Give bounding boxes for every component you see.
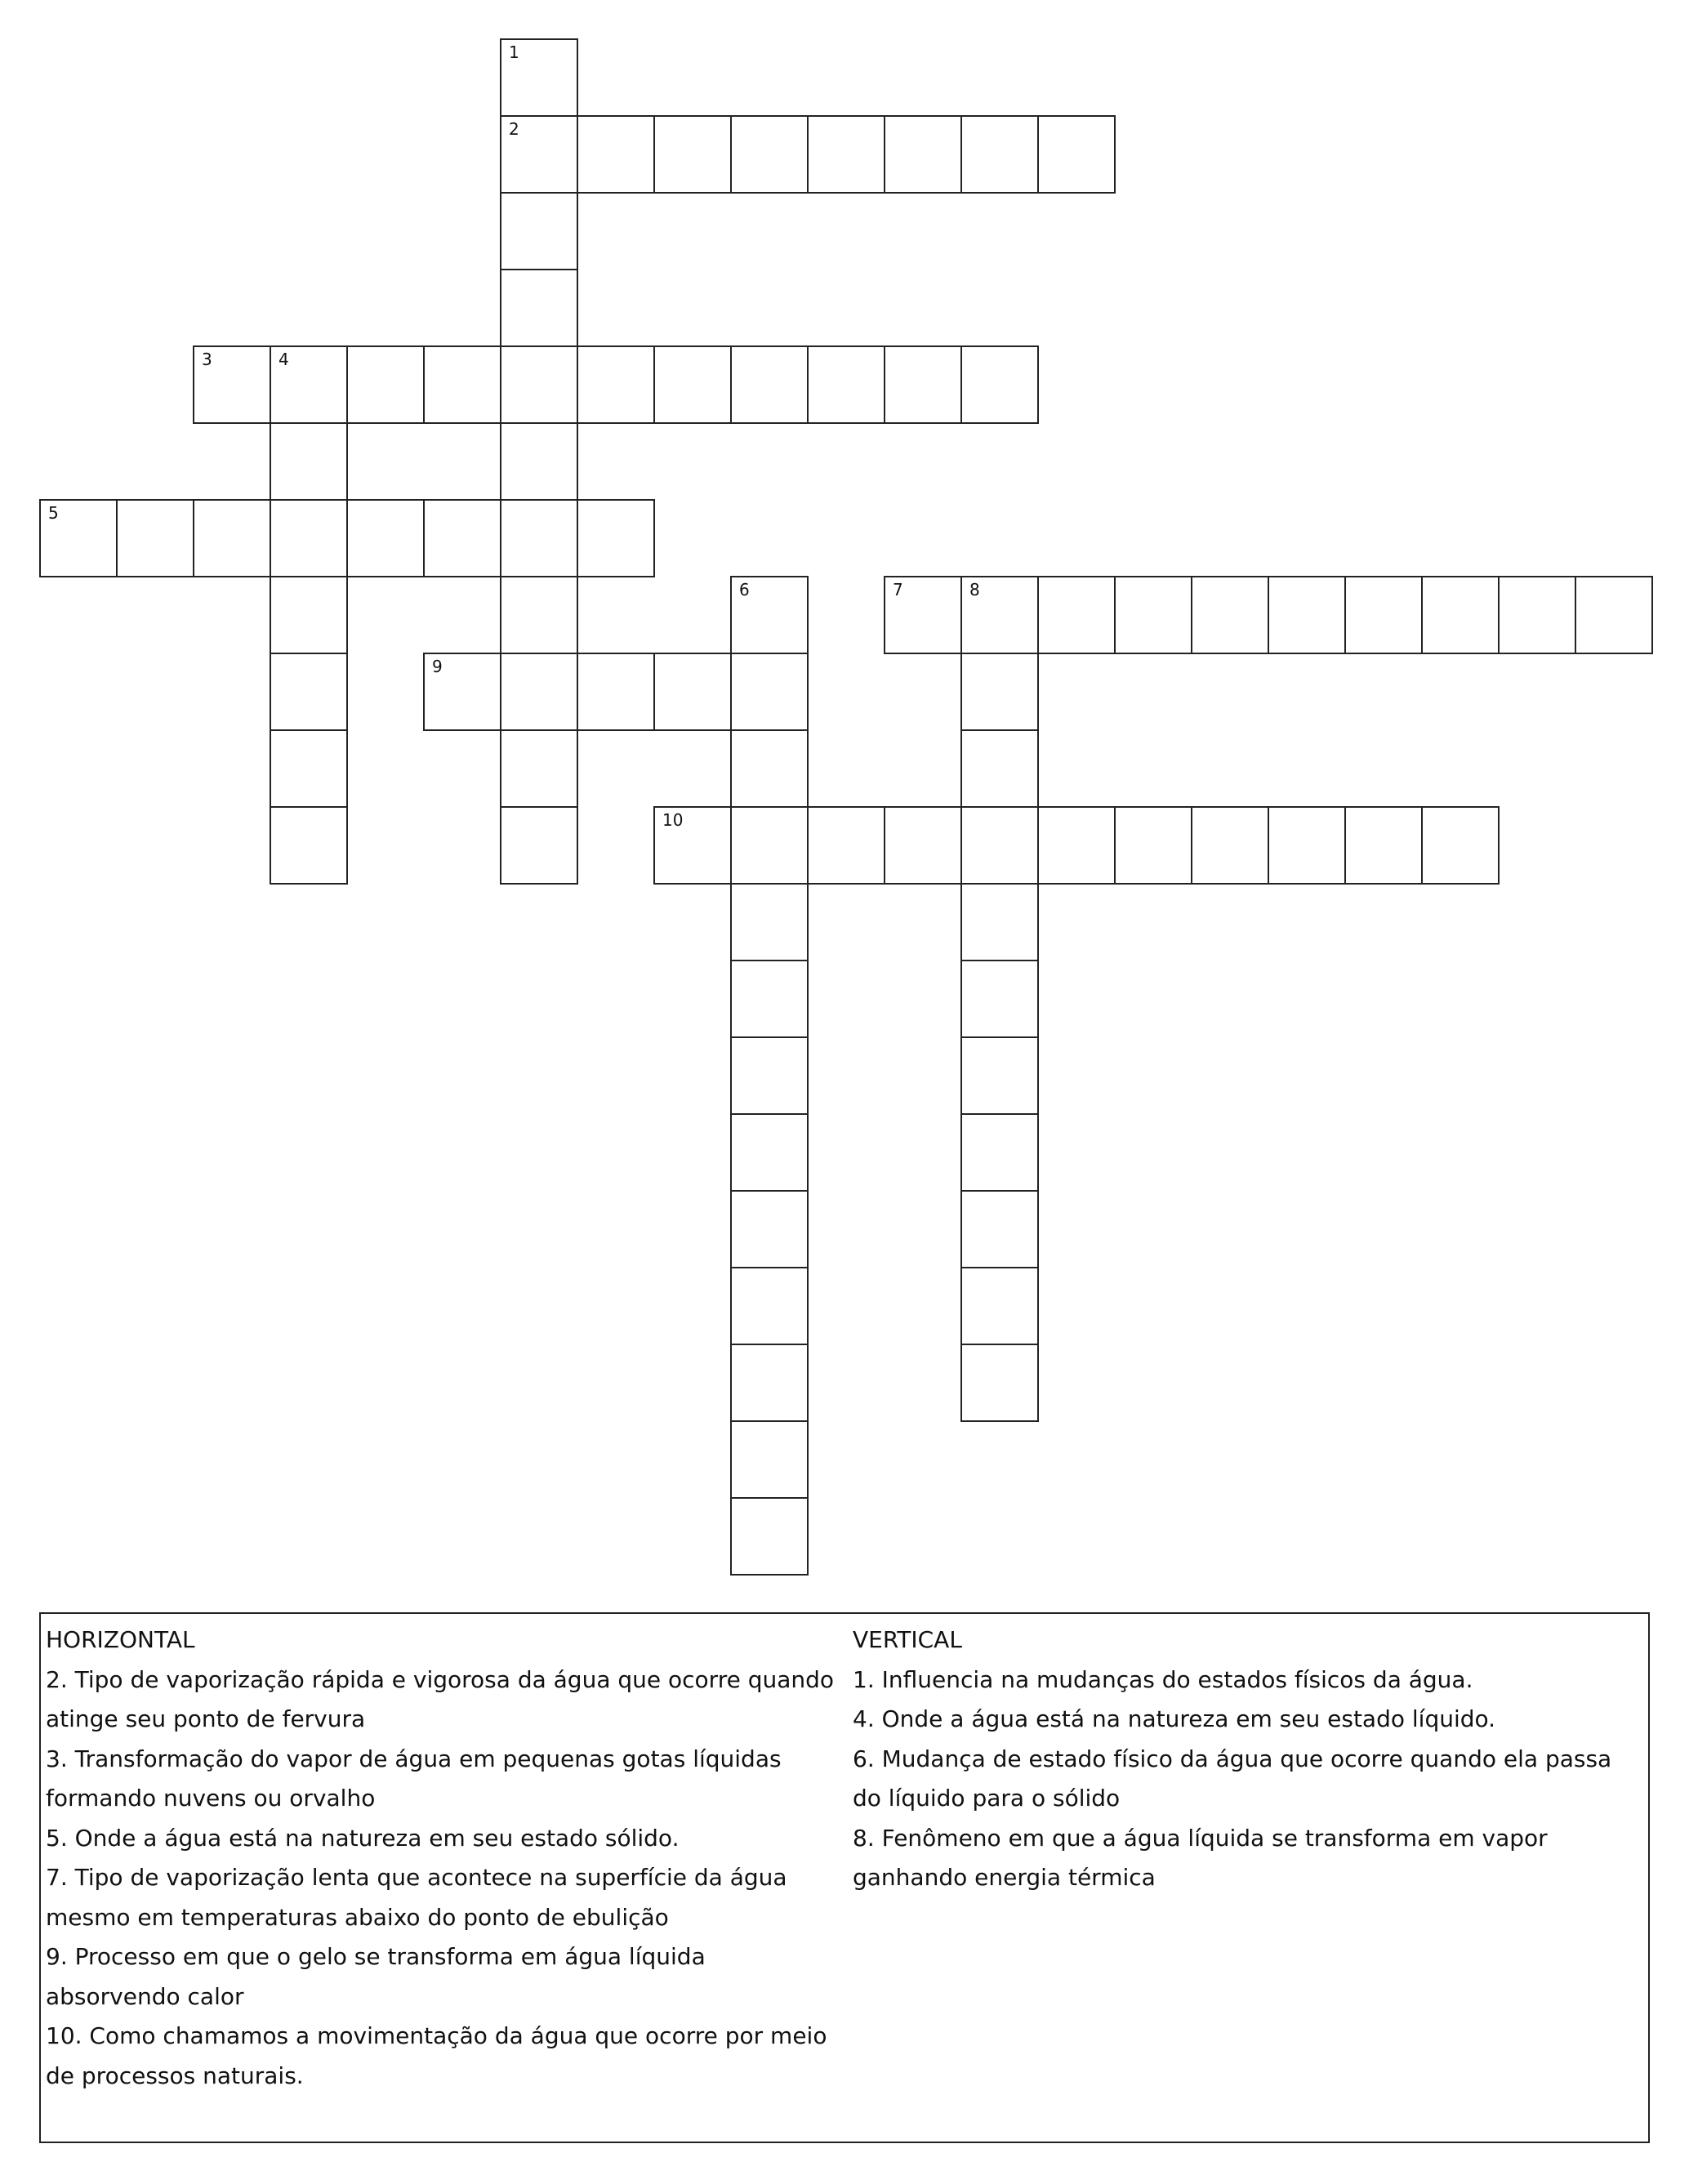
grid-cell[interactable] xyxy=(653,653,732,731)
grid-cell[interactable] xyxy=(1344,576,1423,654)
clue-down-1: 1. Influencia na mudanças do estados físicos da água. xyxy=(853,1665,1473,1693)
grid-cell[interactable] xyxy=(500,345,578,424)
grid-cell[interactable] xyxy=(960,1190,1039,1268)
grid-cell[interactable] xyxy=(1114,576,1192,654)
grid-cell[interactable] xyxy=(730,653,809,731)
grid-cell[interactable] xyxy=(500,806,578,885)
grid-cell[interactable] xyxy=(730,1344,809,1422)
clue-number: 3 xyxy=(202,350,212,369)
grid-cell[interactable] xyxy=(500,422,578,501)
grid-cell[interactable] xyxy=(500,729,578,808)
grid-cell[interactable] xyxy=(960,345,1039,424)
grid-cell[interactable] xyxy=(730,1267,809,1345)
grid-cell[interactable] xyxy=(270,576,348,654)
grid-cell[interactable] xyxy=(884,576,962,654)
grid-cell[interactable] xyxy=(730,1190,809,1268)
clue-across-2: 2. Tipo de vaporização rápida e vigorosa da água que ocorre quando atinge seu ponto de fervura xyxy=(46,1665,835,1732)
grid-cell[interactable] xyxy=(960,729,1039,808)
grid-cell[interactable] xyxy=(1268,576,1346,654)
grid-cell[interactable] xyxy=(577,653,655,731)
grid-cell[interactable] xyxy=(1498,576,1576,654)
grid-cell[interactable] xyxy=(1037,806,1116,885)
grid-cell[interactable] xyxy=(730,960,809,1038)
clue-across-7: 7. Tipo de vaporização lenta que acontece na superfície da água mesmo em temperaturas abaixo do ponto de ebulição xyxy=(46,1864,787,1931)
grid-cell[interactable] xyxy=(500,38,578,117)
clue-number: 2 xyxy=(509,119,519,139)
grid-cell[interactable] xyxy=(423,345,501,424)
clue-across-10: 10. Como chamamos a movimentação da água que ocorre por meio de processos naturais. xyxy=(46,2022,827,2089)
clue-number: 8 xyxy=(969,580,980,599)
grid-cell[interactable] xyxy=(116,499,194,577)
grid-cell[interactable] xyxy=(730,1036,809,1115)
grid-cell[interactable] xyxy=(960,115,1039,194)
grid-cell[interactable] xyxy=(577,345,655,424)
grid-cell[interactable] xyxy=(270,499,348,577)
grid-cell[interactable] xyxy=(1114,806,1192,885)
grid-cell[interactable] xyxy=(1268,806,1346,885)
grid-cell[interactable] xyxy=(653,345,732,424)
clue-number: 10 xyxy=(662,810,684,830)
grid-cell[interactable] xyxy=(270,345,348,424)
grid-cell[interactable] xyxy=(807,345,885,424)
grid-cell[interactable] xyxy=(1037,115,1116,194)
horizontal-clues xyxy=(46,1620,838,2096)
grid-cell[interactable] xyxy=(730,1113,809,1192)
clue-number: 4 xyxy=(279,350,289,369)
grid-cell[interactable] xyxy=(1421,806,1500,885)
grid-cell[interactable] xyxy=(270,422,348,501)
grid-cell[interactable] xyxy=(960,1113,1039,1192)
grid-cell[interactable] xyxy=(807,115,885,194)
grid-cell[interactable] xyxy=(884,115,962,194)
grid-cell[interactable] xyxy=(884,806,962,885)
grid-cell[interactable] xyxy=(423,653,501,731)
grid-cell[interactable] xyxy=(884,345,962,424)
clue-number: 7 xyxy=(893,580,903,599)
horizontal-title: HORIZONTAL xyxy=(46,1626,195,1653)
grid-cell[interactable] xyxy=(730,576,809,654)
grid-cell[interactable] xyxy=(730,345,809,424)
clue-across-5: 5. Onde a água está na natureza em seu estado sólido. xyxy=(46,1824,680,1852)
grid-cell[interactable] xyxy=(653,115,732,194)
grid-cell[interactable] xyxy=(1191,806,1269,885)
grid-cell[interactable] xyxy=(270,653,348,731)
grid-cell[interactable] xyxy=(960,960,1039,1038)
clue-across-3: 3. Transformação do vapor de água em pequenas gotas líquidas formando nuvens ou orvalho xyxy=(46,1745,782,1812)
grid-cell[interactable] xyxy=(1575,576,1653,654)
grid-cell[interactable] xyxy=(960,576,1039,654)
grid-cell[interactable] xyxy=(577,499,655,577)
grid-cell[interactable] xyxy=(577,115,655,194)
grid-cell[interactable] xyxy=(1421,576,1500,654)
clue-down-4: 4. Onde a água está na natureza em seu estado líquido. xyxy=(853,1705,1496,1732)
grid-cell[interactable] xyxy=(500,192,578,270)
grid-cell[interactable] xyxy=(730,806,809,885)
grid-cell[interactable] xyxy=(1191,576,1269,654)
grid-cell[interactable] xyxy=(960,1267,1039,1345)
clue-number: 1 xyxy=(509,42,519,62)
grid-cell[interactable] xyxy=(270,729,348,808)
grid-cell[interactable] xyxy=(346,499,425,577)
grid-cell[interactable] xyxy=(960,883,1039,961)
grid-cell[interactable] xyxy=(730,1420,809,1499)
clue-down-8: 8. Fenômeno em que a água líquida se transforma em vapor ganhando energia térmica xyxy=(853,1824,1548,1891)
grid-cell[interactable] xyxy=(346,345,425,424)
vertical-clues xyxy=(853,1620,1642,1898)
grid-cell[interactable] xyxy=(960,1344,1039,1422)
grid-cell[interactable] xyxy=(500,576,578,654)
grid-cell[interactable] xyxy=(500,653,578,731)
clue-box xyxy=(39,1612,1650,2143)
grid-cell[interactable] xyxy=(960,653,1039,731)
grid-cell[interactable] xyxy=(730,729,809,808)
grid-cell[interactable] xyxy=(730,883,809,961)
clue-across-9: 9. Processo em que o gelo se transforma em água líquida absorvendo calor xyxy=(46,1943,706,2010)
grid-cell[interactable] xyxy=(1037,576,1116,654)
grid-cell[interactable] xyxy=(730,115,809,194)
grid-cell[interactable] xyxy=(39,499,118,577)
grid-cell[interactable] xyxy=(423,499,501,577)
vertical-title: VERTICAL xyxy=(853,1626,962,1653)
grid-cell[interactable] xyxy=(193,345,271,424)
grid-cell[interactable] xyxy=(500,115,578,194)
grid-cell[interactable] xyxy=(500,269,578,347)
clue-down-6: 6. Mudança de estado físico da água que ocorre quando ela passa do líquido para o sólido xyxy=(853,1745,1612,1812)
clue-number: 5 xyxy=(48,503,59,523)
grid-cell[interactable] xyxy=(653,806,732,885)
clue-number: 9 xyxy=(432,657,443,676)
grid-cell[interactable] xyxy=(193,499,271,577)
grid-cell[interactable] xyxy=(807,806,885,885)
clue-number: 6 xyxy=(739,580,750,599)
grid-cell[interactable] xyxy=(730,1497,809,1576)
grid-cell[interactable] xyxy=(500,499,578,577)
grid-cell[interactable] xyxy=(270,806,348,885)
grid-cell[interactable] xyxy=(960,1036,1039,1115)
grid-cell[interactable] xyxy=(1344,806,1423,885)
grid-cell[interactable] xyxy=(960,806,1039,885)
